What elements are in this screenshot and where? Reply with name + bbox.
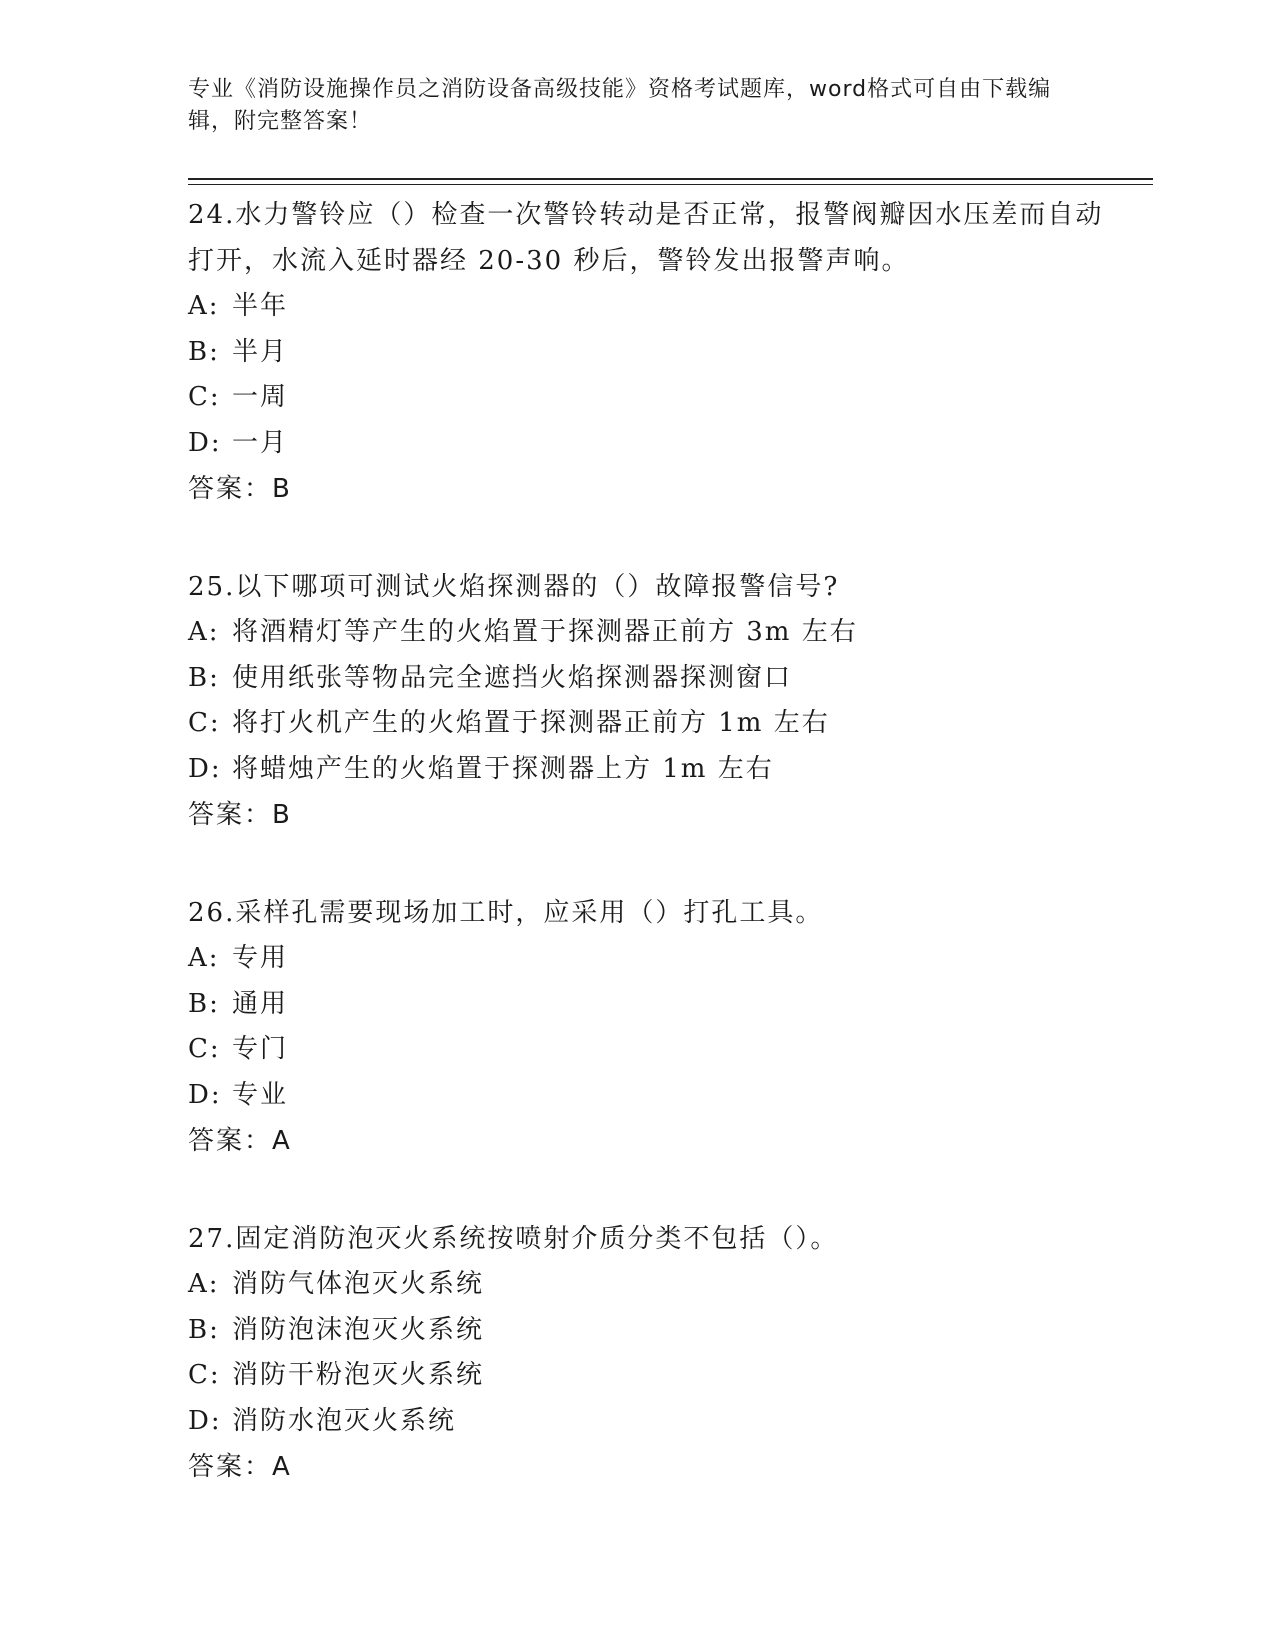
- answer-line: 答案：A: [188, 1452, 292, 1482]
- option-letter: B:: [188, 1314, 220, 1345]
- option-text: 使用纸张等物品完全遮挡火焰探测器探测窗口: [232, 662, 793, 693]
- option-text: 消防气体泡灭火系统: [232, 1269, 485, 1299]
- question-list: [188, 192, 1108, 1542]
- option-text: 专用: [232, 943, 289, 973]
- option-b: [188, 1308, 1108, 1354]
- question-stem: 水力警铃应（）检查一次警铃转动是否正常，报警阀瓣因水压差而自动打开，水流入延时器经 20-30 秒后，警铃发出报警声响。: [188, 200, 1104, 276]
- header-divider-thin: [188, 184, 1153, 185]
- option-text: 将蜡烛产生的火焰置于探测器上方 1m 左右: [232, 753, 774, 784]
- option-letter: D:: [188, 1405, 222, 1436]
- option-text: 半年: [232, 291, 289, 321]
- question-text: [188, 1216, 1108, 1262]
- option-text: 将酒精灯等产生的火焰置于探测器正前方 3m 左右: [232, 617, 858, 647]
- option-text: 消防干粉泡灭火系统: [232, 1360, 485, 1390]
- question-number: 24.: [188, 200, 236, 230]
- option-letter: A:: [188, 291, 220, 321]
- question-stem: 采样孔需要现场加工时，应采用（）打孔工具。: [235, 898, 824, 928]
- question-item: [188, 192, 1108, 512]
- option-text: 消防水泡灭火系统: [232, 1405, 457, 1436]
- option-text: 消防泡沫泡灭火系统: [232, 1314, 485, 1345]
- document-header: [188, 74, 1068, 138]
- option-text: 一周: [232, 382, 289, 412]
- question-stem: 以下哪项可测试火焰探测器的（）故障报警信号?: [235, 572, 840, 602]
- option-a: [188, 1262, 1108, 1308]
- option-c: [188, 1353, 1108, 1399]
- option-letter: C:: [188, 1360, 221, 1390]
- option-d: [188, 747, 1108, 793]
- question-stem: 固定消防泡灭火系统按喷射介质分类不包括（）。: [235, 1224, 839, 1254]
- answer-line: 答案：A: [188, 1126, 292, 1156]
- option-text: 专业: [232, 1079, 289, 1110]
- option-d: [188, 1073, 1108, 1119]
- option-text: 通用: [232, 988, 289, 1019]
- option-a: [188, 284, 1108, 330]
- option-b: [188, 982, 1108, 1028]
- option-text: 一月: [232, 427, 289, 458]
- option-c: [188, 1027, 1108, 1073]
- question-text: [188, 564, 1108, 610]
- option-text: 专门: [232, 1034, 289, 1064]
- option-letter: D:: [188, 753, 222, 784]
- header-divider-thick: [188, 178, 1153, 180]
- answer-line: 答案：B: [188, 474, 292, 504]
- option-c: [188, 375, 1108, 421]
- option-text: 半月: [232, 336, 289, 367]
- option-letter: C:: [188, 1034, 221, 1064]
- option-letter: B:: [188, 988, 220, 1019]
- option-a: [188, 936, 1108, 982]
- option-a: [188, 610, 1108, 656]
- question-text: [188, 192, 1108, 284]
- option-letter: C:: [188, 382, 221, 412]
- question-number: 27.: [188, 1224, 236, 1254]
- question-item: [188, 564, 1108, 838]
- option-d: [188, 1399, 1108, 1445]
- option-letter: B:: [188, 662, 220, 693]
- option-letter: C:: [188, 708, 221, 738]
- option-letter: A:: [188, 617, 220, 647]
- header-text: 专业《消防设施操作员之消防设备高级技能》资格考试题库，word格式可自由下载编辑，附完整答案！: [188, 77, 1052, 134]
- question-number: 25.: [188, 572, 236, 602]
- answer-line: 答案：B: [188, 800, 292, 830]
- option-c: [188, 701, 1108, 747]
- option-b: [188, 330, 1108, 376]
- option-letter: A:: [188, 943, 220, 973]
- option-d: [188, 421, 1108, 467]
- option-b: [188, 656, 1108, 702]
- option-letter: D:: [188, 427, 222, 458]
- question-item: [188, 1216, 1108, 1490]
- question-item: [188, 890, 1108, 1164]
- question-number: 26.: [188, 898, 236, 928]
- question-text: [188, 890, 1108, 936]
- option-text: 将打火机产生的火焰置于探测器正前方 1m 左右: [232, 708, 830, 738]
- option-letter: B:: [188, 336, 220, 367]
- option-letter: D:: [188, 1079, 222, 1110]
- option-letter: A:: [188, 1269, 220, 1299]
